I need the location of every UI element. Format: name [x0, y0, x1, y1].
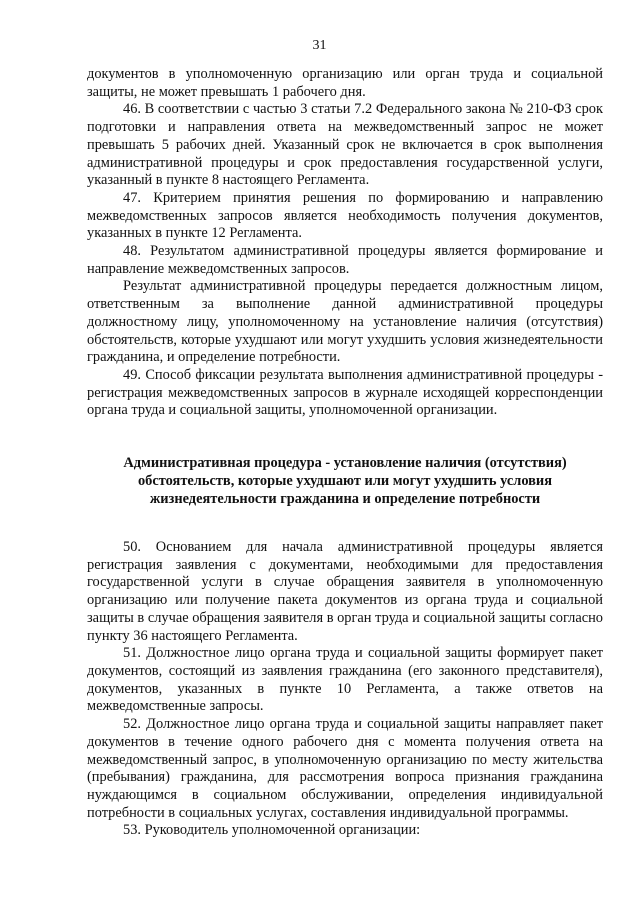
- paragraph: документов в уполномоченную организацию или орган труда и социальной защиты, не может превышать 1 рабочего дня.: [87, 66, 603, 100]
- paragraph: 50. Основанием для начала административной процедуры является регистрация заявления с документами, необходимыми для предоставления государственной услуги в случае обращения заявителя в уполномоченную организацию или получение пакета документов из органа труда и социальной защиты в случае обращения заявителя в орган труда и социальной защиты согласно пункту 36 настоящего Регламента.: [87, 539, 603, 644]
- paragraph: 52. Должностное лицо органа труда и социальной защиты направляет пакет документов в течение одного рабочего дня с момента получения ответа на межведомственный запрос, в уполномоченную организацию по месту жительства (пребывания) гражданина, для рассмотрения вопроса признания гражданина нуждающимся в социальном обслуживании, определения индивидуальной потребности в социальных услугах, составления индивидуальной программы.: [87, 716, 603, 821]
- paragraph: 46. В соответствии с частью 3 статьи 7.2 Федерального закона № 210-ФЗ срок подготовки и направления ответа на межведомственный запрос не может превышать 5 рабочих дней. Указанный срок не включается в срок выполнения административной процедуры и срок предоставления государственной услуги, указанный в пункте 8 настоящего Регламента.: [87, 101, 603, 189]
- paragraph: Результат административной процедуры передается должностным лицом, ответственным за выполнение данной административной процедуры должностному лицу, уполномоченному на установление наличия (отсутствия) обстоятельств, которые ухудшают или могут ухудшить условия жизнедеятельности гражданина, и определение потребности.: [87, 278, 603, 366]
- paragraph: 51. Должностное лицо органа труда и социальной защиты формирует пакет документов, состоящий из заявления гражданина (его законного представителя), документов, указанных в пункте 10 Регламента, а также ответов на межведомственные запросы.: [87, 645, 603, 715]
- section-heading-text: Административная процедура - установление наличия (отсутствия) обстоятельств, которые ухудшают или могут ухудшить условия жизнедеятельности гражданина и определение потребности: [123, 455, 567, 508]
- paragraph: 47. Критерием принятия решения по формированию и направлению межведомственных запросов является необходимость получения документов, указанных в пункте 12 Регламента.: [87, 189, 603, 242]
- paragraph: 49. Способ фиксации результата выполнения административной процедуры - регистрация межведомственных запросов в журнале исходящей корреспонденции органа труда и социальной защиты, уполномоченной организации.: [87, 366, 603, 419]
- paragraph: 53. Руководитель уполномоченной организации:: [123, 822, 421, 839]
- section-heading: [87, 454, 603, 508]
- paragraph: 48. Результатом административной процедуры является формирование и направление межведомственных запросов.: [87, 243, 603, 277]
- document-body: [87, 66, 603, 840]
- page-number: 31: [312, 38, 327, 53]
- top-paragraphs: [87, 66, 603, 420]
- bottom-paragraphs: [87, 539, 603, 840]
